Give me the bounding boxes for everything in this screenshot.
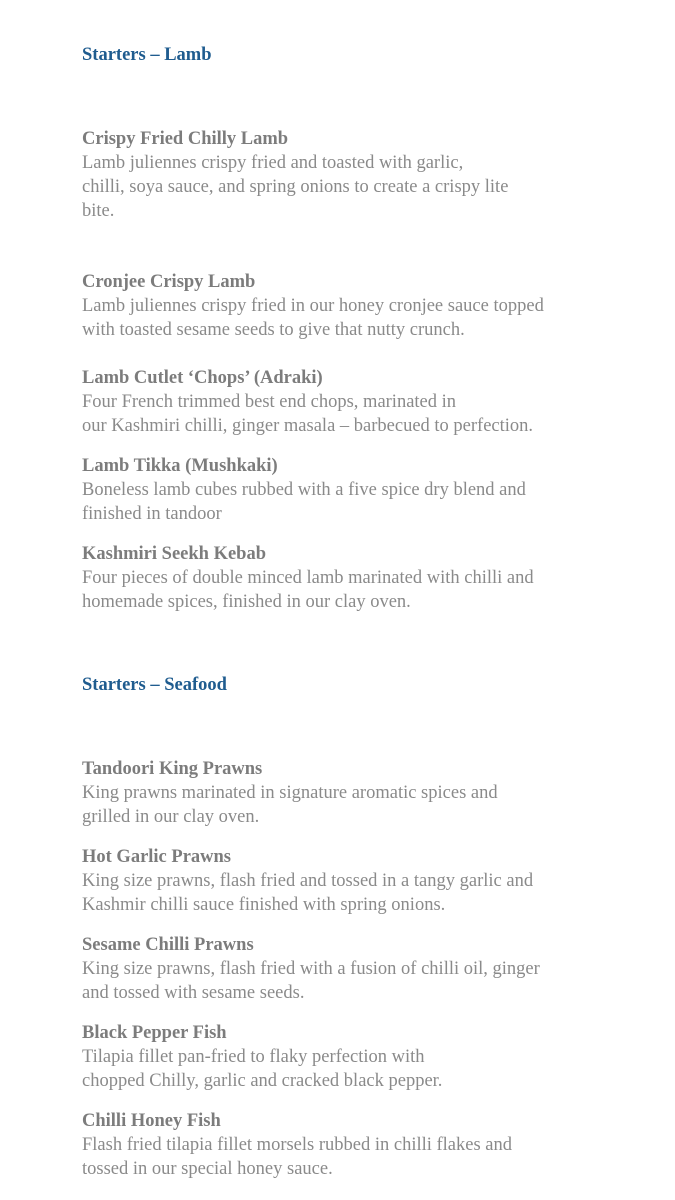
item-name: Crispy Fried Chilly Lamb xyxy=(82,129,289,149)
item-name: Sesame Chilli Prawns xyxy=(82,935,254,955)
item-description: Four pieces of double minced lamb marinated with chilli and homemade spices, finished in our clay oven. xyxy=(82,568,534,612)
menu-item xyxy=(82,542,675,614)
menu-item xyxy=(82,454,675,526)
item-description: Tilapia fillet pan-fried to flaky perfection with chopped Chilly, garlic and cracked black pepper. xyxy=(82,1047,443,1091)
item-name: Kashmiri Seekh Kebab xyxy=(82,544,266,564)
item-name: Hot Garlic Prawns xyxy=(82,847,232,867)
section-title-lamb: Starters – Lamb xyxy=(82,45,212,65)
item-name: Lamb Tikka (Mushkaki) xyxy=(82,456,278,476)
menu-item xyxy=(82,270,675,342)
item-description: Four French trimmed best end chops, marinated in our Kashmiri chilli, ginger masala – barbecued to perfection. xyxy=(82,392,534,436)
menu-item xyxy=(82,1021,675,1093)
item-name: Black Pepper Fish xyxy=(82,1023,227,1043)
item-name: Tandoori King Prawns xyxy=(82,759,263,779)
menu-item xyxy=(82,1109,675,1181)
item-name: Lamb Cutlet ‘Chops’ (Adraki) xyxy=(82,368,323,388)
item-description: Lamb juliennes crispy fried and toasted with garlic, chilli, soya sauce, and spring onions to create a crispy lite bite. xyxy=(82,153,509,221)
menu-item xyxy=(82,845,675,917)
menu-item xyxy=(82,933,675,1005)
item-description: King prawns marinated in signature aromatic spices and grilled in our clay oven. xyxy=(82,783,498,827)
item-description: King size prawns, flash fried and tossed in a tangy garlic and Kashmir chilli sauce finished with spring onions. xyxy=(82,871,534,915)
section-title-seafood: Starters – Seafood xyxy=(82,675,227,695)
item-description: Flash fried tilapia fillet morsels rubbed in chilli flakes and tossed in our special honey sauce. xyxy=(82,1135,513,1179)
menu-item xyxy=(82,127,675,223)
item-name: Chilli Honey Fish xyxy=(82,1111,221,1131)
item-description: Lamb juliennes crispy fried in our honey cronjee sauce topped with toasted sesame seeds to give that nutty crunch. xyxy=(82,296,544,340)
menu-item xyxy=(82,757,675,829)
menu-item xyxy=(82,366,675,438)
item-description: Boneless lamb cubes rubbed with a five spice dry blend and finished in tandoor xyxy=(82,480,526,524)
item-name: Cronjee Crispy Lamb xyxy=(82,272,256,292)
item-description: King size prawns, flash fried with a fusion of chilli oil, ginger and tossed with sesame seeds. xyxy=(82,959,540,1003)
